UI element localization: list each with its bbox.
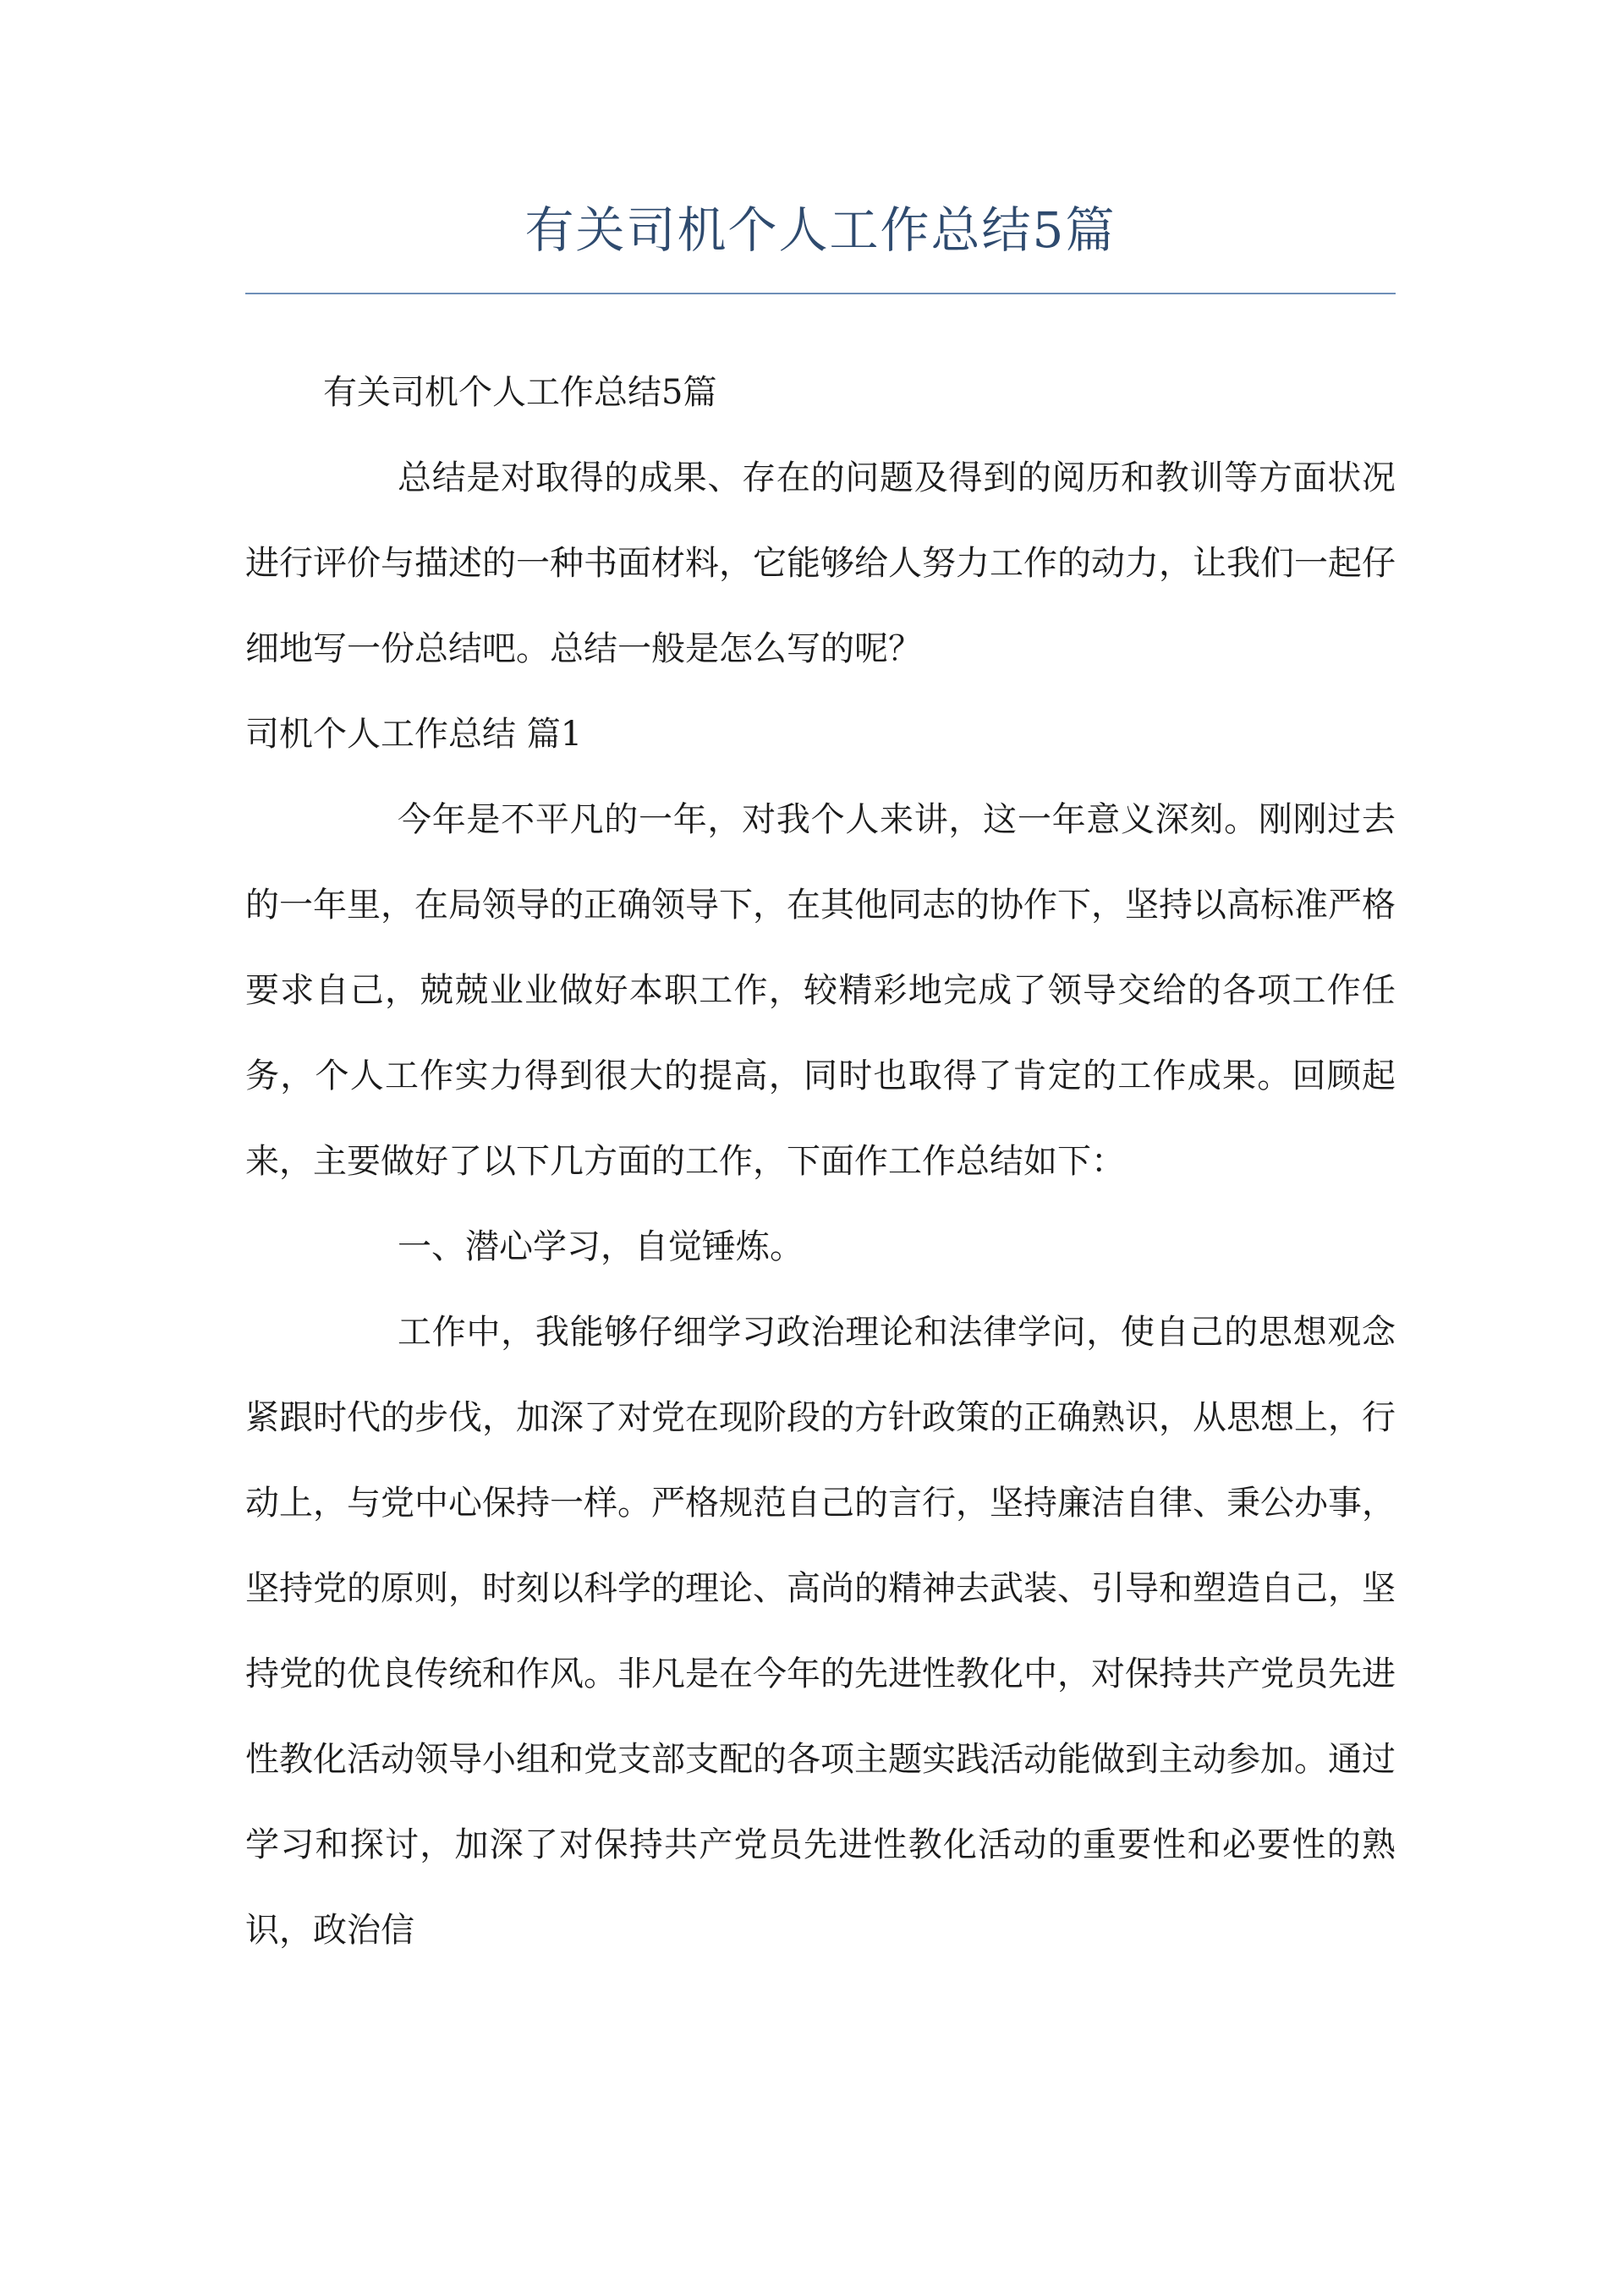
subheading-paragraph: 一、潜心学习，自觉锤炼。 bbox=[398, 1227, 804, 1266]
intro-paragraph: 总结是对取得的成果、存在的问题及得到的阅历和教训等方面状况进行评价与描述的一种书面材料，它能够给人努力工作的动力，让我们一起仔细地写一份总结吧。总结一般是怎么写的呢？ bbox=[245, 458, 1396, 668]
section-heading: 司机个人工作总结 篇1 bbox=[245, 715, 583, 754]
subtitle-paragraph: 有关司机个人工作总结5篇 bbox=[323, 373, 717, 412]
body-paragraph: 工作中，我能够仔细学习政治理论和法律学问，使自己的思想观念紧跟时代的步伐，加深了对党在现阶段的方针政策的正确熟识，从思想上，行动上，与党中心保持一样。严格规范自己的言行，坚持廉洁自律、秉公办事，坚持党的原则，时刻以科学的理论、高尚的精神去武装、引导和塑造自己，坚持党的优良传统和作风。非凡是在今年的先进性教化中，对保持共产党员先进性教化活动领导小组和党支部支配的各项主题实践活动能做到主动参加。通过学习和探讨，加深了对保持共产党员先进性教化活动的重要性和必要性的熟识，政治信 bbox=[245, 1313, 1396, 1950]
title-divider bbox=[245, 293, 1396, 294]
body-paragraph: 今年是不平凡的一年，对我个人来讲，这一年意义深刻。刚刚过去的一年里，在局领导的正确领导下，在其他同志的协作下，坚持以高标准严格要求自己，兢兢业业做好本职工作，较精彩地完成了领导交给的各项工作任务，个人工作实力得到很大的提高，同时也取得了肯定的工作成果。回顾起来，主要做好了以下几方面的工作，下面作工作总结如下： bbox=[245, 800, 1396, 1181]
document-title: 有关司机个人工作总结5篇 bbox=[524, 201, 1116, 259]
document-body bbox=[245, 350, 1396, 1973]
